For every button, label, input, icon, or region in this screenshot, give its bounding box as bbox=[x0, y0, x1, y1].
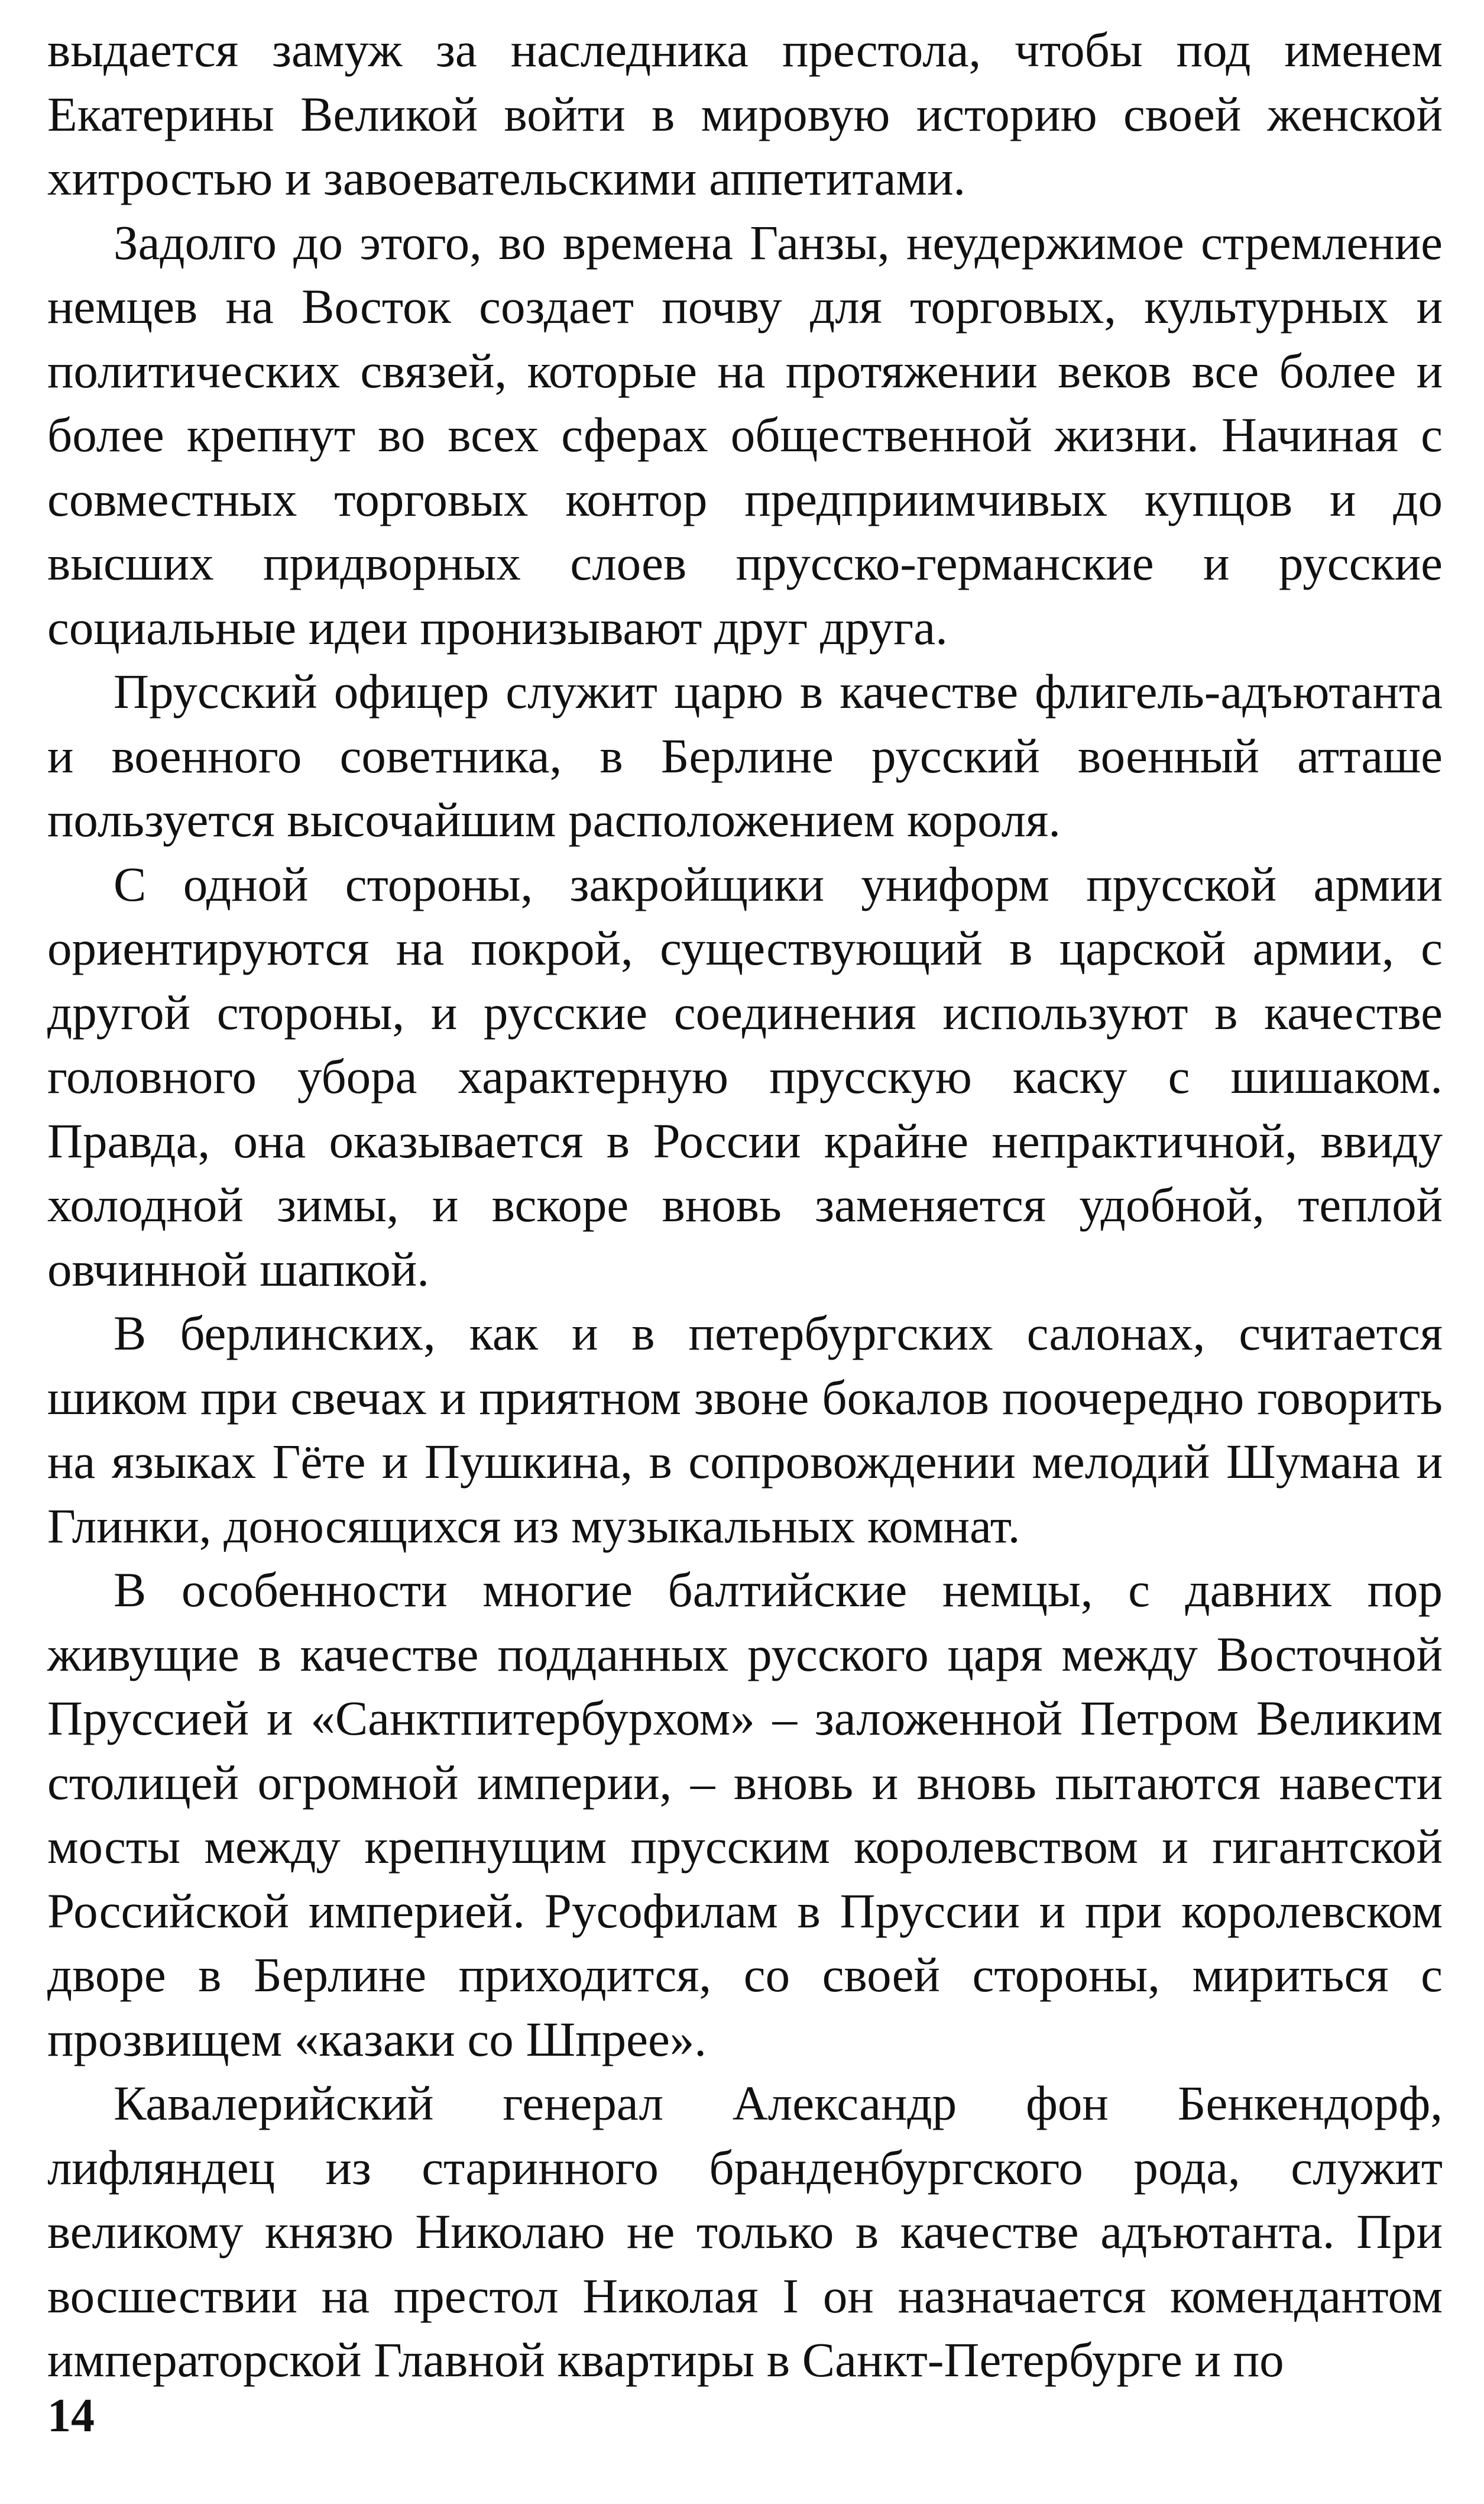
paragraph-6: В особенности многие балтийские немцы, с давних пор живущие в качестве подданных русского царя между Восточной Пруссией и «Санктпитербурхом» – заложенной Петром Великим столицей огромной империи, – вновь и вновь пытаются навести мосты между крепнущим прусским королевством и гигантской Российской империей. Русофилам в Пруссии и при королевском дворе в Берлине приходится, со своей стороны, мириться с прозвищем «казаки со Шпрее». bbox=[47, 1562, 1443, 2066]
body-text bbox=[47, 18, 1443, 2392]
paragraph-5: В берлинских, как и в петербургских салонах, считается шиком при свечах и приятном звоне бокалов поочередно говорить на языках Гёте и Пушкина, в сопровождении мелодий Шумана и Глинки, доносящихся из музыкальных комнат. bbox=[47, 1306, 1443, 1553]
page-number: 14 bbox=[47, 2390, 95, 2442]
paragraph-2: Задолго до этого, во времена Ганзы, неудержимое стремление немцев на Восток создает почву для торговых, культурных и политических связей, которые на протяжении веков все более и более крепнут во всех сферах общественной жизни. Начиная с совместных торговых контор предприимчивых купцов и до высших придворных слоев прусско-германские и русские социальные идеи пронизывают друг друга. bbox=[47, 215, 1443, 655]
paragraph-4: С одной стороны, закройщики униформ прусской армии ориентируются на покрой, существующий в царской армии, с другой стороны, и русские соединения используют в качестве головного убора характерную прусскую каску с шишаком. Правда, она оказывается в России крайне непрактичной, ввиду холодной зимы, и вскоре вновь заменяется удобной, теплой овчинной шапкой. bbox=[47, 856, 1443, 1296]
paragraph-3: Прусский офицер служит царю в качестве флигель-адъютанта и военного советника, в Берлине русский военный атташе пользуется высочайшим расположением короля. bbox=[47, 664, 1443, 847]
paragraph-7: Кавалерийский генерал Александр фон Бенкендорф, лифляндец из старинного бранденбургского рода, служит великому князю Николаю не только в качестве адъютанта. При восшествии на престол Николая I он назначается комендантом императорской Главной квартиры в Санкт-Петербурге и по bbox=[47, 2076, 1443, 2387]
paragraph-1: выдается замуж за наследника престола, чтобы под именем Екатерины Великой войти в мировую историю своей женской хитростью и завоевательскими аппетитами. bbox=[47, 22, 1443, 205]
